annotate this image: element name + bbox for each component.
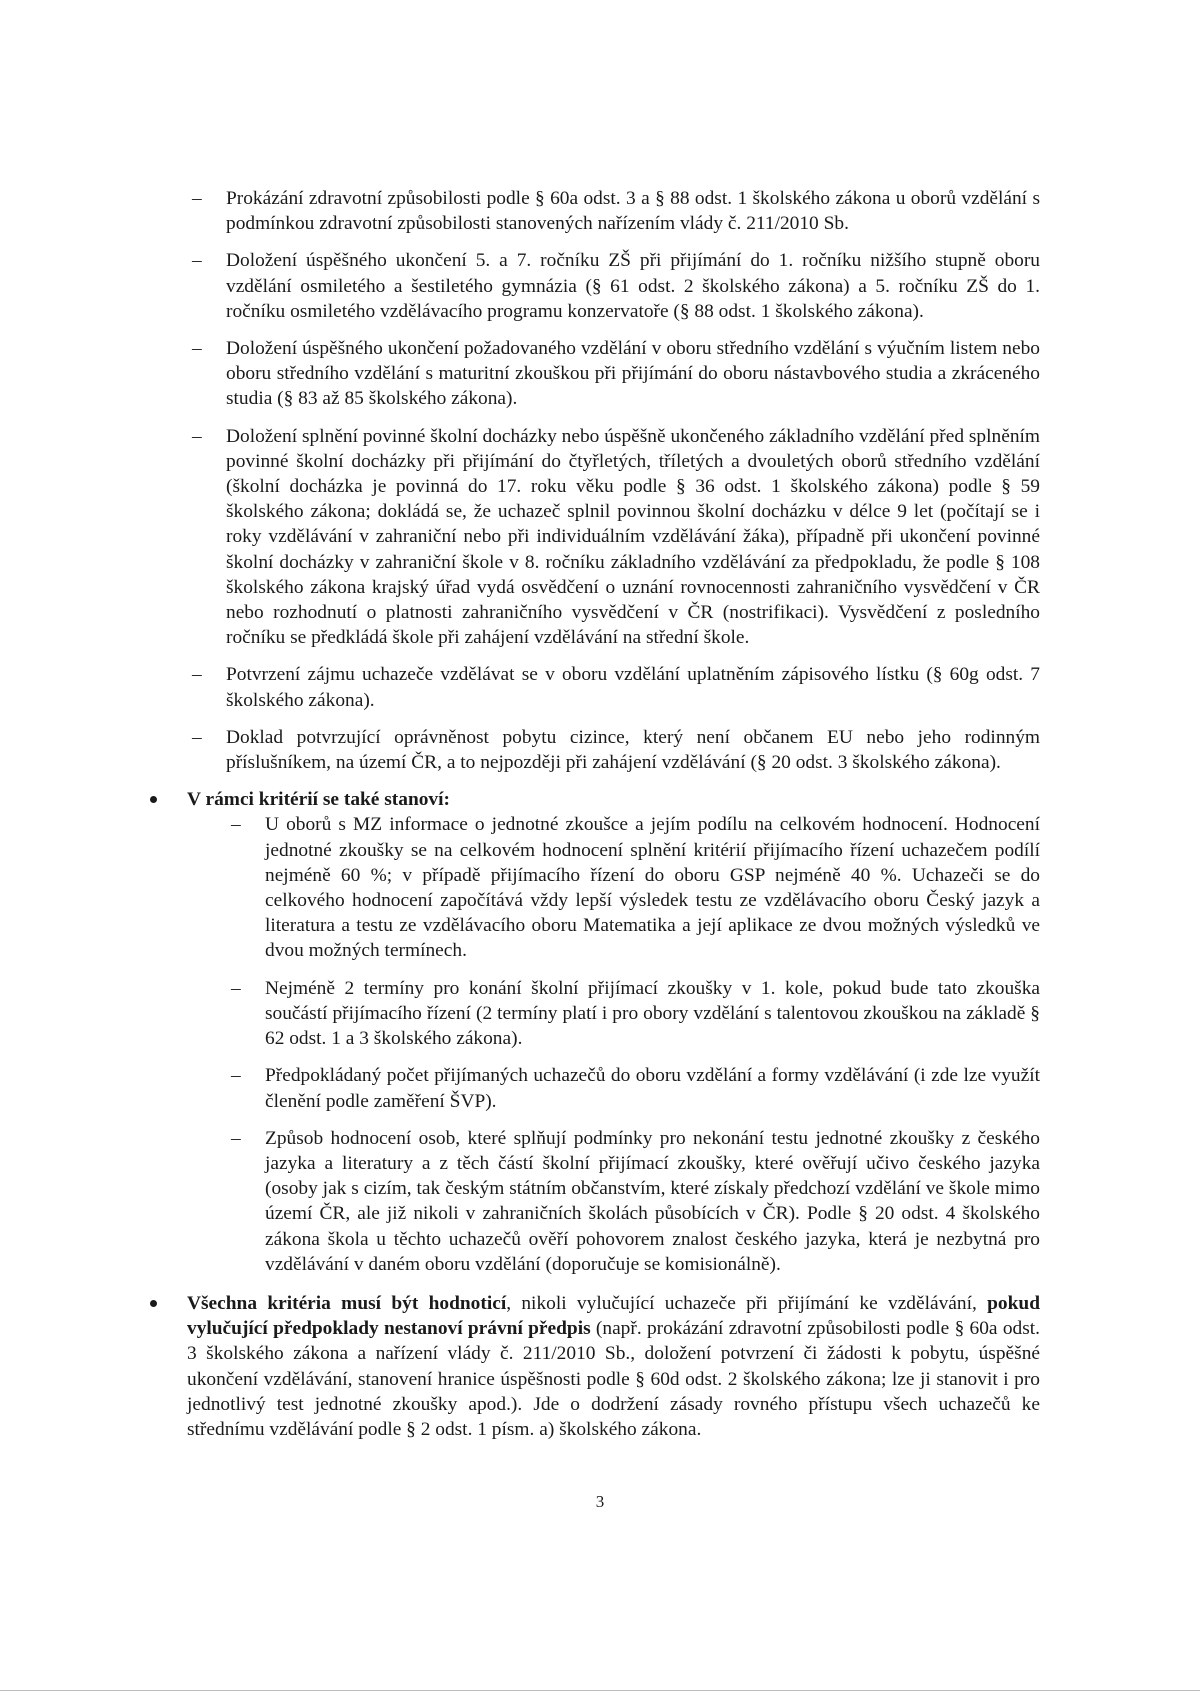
- section-heading: V rámci kritérií se také stanoví:: [187, 789, 450, 811]
- list-item-text: Doložení úspěšného ukončení požadovaného vzdělání v oboru středního vzdělání s výučním listem nebo oboru středního vzdělání s maturitní zkouškou při přijímání do oboru nástavbového studia a zkráceného studia (§ 83 až 85 školského zákona).: [226, 338, 1040, 410]
- list-item-text: Doložení splnění povinné školní docházky nebo úspěšně ukončeného základního vzdělání před splněním povinné školní docházky při přijímání do čtyřletých, tříletých a dvouletých oborů středního vzdělání (školní docházka je povinná do 17. roku věku podle § 36 odst. 1 školského zákona) podle § 59 školského zákona; dokládá se, že uchazeč splnil povinnou školní docházku v délce 9 let (počítají se i roky vzdělávání v zahraniční nebo při individuálním vzdělávání žáka), případně při ukončení povinné školní docházky v zahraniční škole v 8. ročníku základního vzdělávání za předpokladu, že podle § 108 školského zákona krajský úřad vydá osvědčení o uznání rovnocennosti zahraničního vysvědčení v ČR nebo rozhodnutí o platnosti zahraničního vysvědčení v ČR (nostrifikaci). Vysvědčení z posledního ročníku se předkládá škole při zahájení vzdělávání na střední škole.: [226, 425, 1040, 649]
- dash-marker: –: [231, 1127, 241, 1149]
- dash-marker: –: [231, 1065, 241, 1087]
- evaluation-section: [150, 1291, 1040, 1442]
- scan-edge-line: [0, 1690, 1200, 1691]
- dash-marker: –: [192, 188, 202, 209]
- list-item: [189, 1126, 1040, 1277]
- list-item: [189, 812, 1040, 963]
- bullet-icon: [150, 796, 157, 803]
- list-item: [150, 662, 1040, 712]
- list-item: [150, 248, 1040, 324]
- bullet-icon: [150, 1300, 157, 1307]
- document-body: [150, 186, 1040, 1442]
- dash-marker: –: [192, 726, 202, 748]
- bold-phrase: Všechna kritéria musí být hodnoticí: [187, 1292, 507, 1314]
- section-paragraph: [187, 1291, 1040, 1442]
- list-item: [189, 1063, 1040, 1113]
- list-item-text: Potvrzení zájmu uchazeče vzdělávat se v oboru vzdělání uplatněním zápisového lístku (§ 60g odst. 7 školského zákona).: [226, 664, 1040, 711]
- dash-marker: –: [231, 977, 241, 999]
- list-item-text: Doložení úspěšného ukončení 5. a 7. ročníku ZŠ při přijímání do 1. ročníku nižšího stupně oboru vzdělání osmiletého a šestiletého gymnázia (§ 61 odst. 2 školského zákona) a 5. ročníku ZŠ do 1. ročníku osmiletého vzdělávacího programu konzervatoře (§ 88 odst. 1 školského zákona).: [226, 250, 1040, 322]
- list-item: [150, 725, 1040, 775]
- list-item: [150, 336, 1040, 412]
- list-item: [189, 976, 1040, 1052]
- list-item-text: Nejméně 2 termíny pro konání školní přijímací zkoušky v 1. kole, pokud bude tato zkouška součástí přijímacího řízení (2 termíny platí i pro obory vzdělání s talentovou zkouškou na základě § 62 odst. 1 a 3 školského zákona).: [265, 977, 1040, 1050]
- list-item-text: Prokázání zdravotní způsobilosti podle § 60a odst. 3 a § 88 odst. 1 školského zákona u oborů vzdělání s podmínkou zdravotní způsobilosti stanovených nařízením vlády č. 211/2010 Sb.: [226, 188, 1040, 235]
- page-number: 3: [595, 1492, 605, 1511]
- criteria-section: [150, 787, 1040, 1277]
- list-item: [150, 186, 1040, 236]
- dash-marker: –: [192, 250, 202, 272]
- dash-marker: –: [192, 338, 202, 360]
- paragraph-text: (např. prokázání zdravotní způsobilosti podle § 60a odst. 3 školského zákona a nařízení vlády č. 211/2010 Sb., doložení potvrzení či žádosti k pobytu, úspěšné ukončení vzdělávání, stanovení hranice úspěšnosti podle § 60d odst. 2 školského zákona; lze ji stanovit i pro jednotlivý test jednotné zkoušky apod.). Jde o dodržení zásady rovného přístupu všech uchazečů ke střednímu vzdělávání podle § 2 odst. 1 písm. a) školského zákona.: [187, 1318, 1040, 1440]
- bold-phrase: pokud vylučující předpoklady nestanoví právní předpis: [187, 1292, 1040, 1340]
- paragraph-text: , nikoli vylučující uchazeče při přijímání ke vzdělávání,: [506, 1292, 988, 1314]
- list-item-text: Způsob hodnocení osob, které splňují podmínky pro nekonání testu jednotné zkoušky z českého jazyka a literatury a z těch částí školní přijímací zkoušky, které ověřují učivo českého jazyka (osoby jak s cizím, tak českým státním občanstvím, které získaly předchozí vzdělání ve škole mimo území ČR, ale již nikoli v zahraničních školách působících v ČR). Podle § 20 odst. 4 školského zákona škola u těchto uchazečů ověří pohovorem znalost českého jazyka, která je nezbytná pro vzdělávání v daném oboru vzdělání (doporučuje se komisionálně).: [265, 1127, 1040, 1275]
- dash-marker: –: [192, 664, 202, 686]
- list-item-text: U oborů s MZ informace o jednotné zkoušce a jejím podílu na celkovém hodnocení. Hodnocení jednotné zkoušky se na celkovém hodnocení splnění kritérií přijímacího řízení uchazečem podílí nejméně 60 %; v případě přijímacího řízení do oboru GSP nejméně 40 %. Uchazeči se do celkového hodnocení započítává vždy lepší výsledek testu ze vzdělávacího oboru Český jazyk a literatura a testu ze vzdělávacího oboru Matematika a její aplikace ze dvou možných výsledků ve dvou možných termínech.: [265, 814, 1040, 962]
- list-item-text: Předpokládaný počet přijímaných uchazečů do oboru vzdělání a formy vzdělávání (i zde lze využít členění podle zaměření ŠVP).: [265, 1065, 1040, 1112]
- dash-marker: –: [231, 814, 241, 836]
- dash-marker: –: [192, 425, 202, 447]
- list-item: [150, 424, 1040, 651]
- list-item-text: Doklad potvrzující oprávněnost pobytu cizince, který není občanem EU nebo jeho rodinným příslušníkem, na území ČR, a to nejpozději při zahájení vzdělávání (§ 20 odst. 3 školského zákona).: [226, 726, 1040, 774]
